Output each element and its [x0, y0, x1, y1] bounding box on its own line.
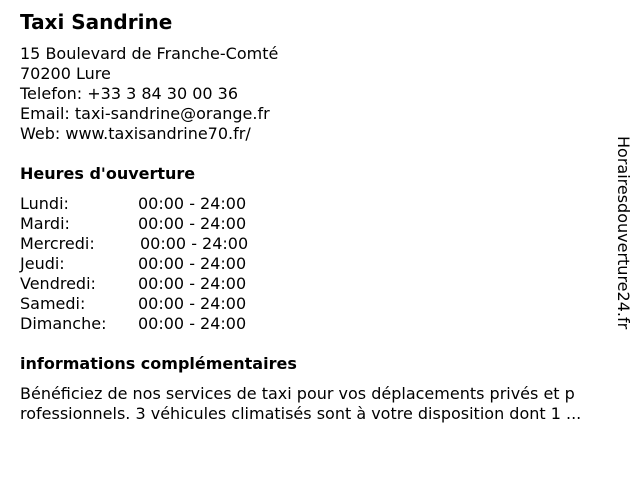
- hours-row-sunday: [20, 314, 280, 334]
- website-url: Web: www.taxisandrine70.fr/: [20, 124, 251, 143]
- hours-row-saturday: [20, 294, 280, 314]
- time-range: 00:00 - 24:00: [138, 314, 247, 333]
- phone-number: Telefon: +33 3 84 30 00 36: [20, 84, 239, 103]
- time-range: 00:00 - 24:00: [138, 274, 247, 293]
- business-name: Taxi Sandrine: [20, 10, 173, 34]
- postal-city: 70200 Lure: [20, 64, 111, 83]
- day-label: Mardi:: [20, 214, 70, 233]
- time-range: 00:00 - 24:00: [138, 214, 247, 233]
- day-label: Jeudi:: [20, 254, 65, 273]
- day-label: Mercredi:: [20, 234, 95, 253]
- opening-hours-table: [20, 194, 280, 334]
- hours-row-monday: [20, 194, 280, 214]
- contact-block: [20, 44, 278, 144]
- additional-info-heading: informations complémentaires: [20, 354, 297, 373]
- hours-row-thursday: [20, 254, 280, 274]
- day-label: Lundi:: [20, 194, 69, 213]
- description-line: rofessionnels. 3 véhicules climatisés sont à votre disposition dont 1 ...: [20, 404, 582, 423]
- site-watermark: Horairesdouverture24.fr: [614, 136, 633, 330]
- day-label: Samedi:: [20, 294, 86, 313]
- day-label: Dimanche:: [20, 314, 107, 333]
- time-range: 00:00 - 24:00: [138, 294, 247, 313]
- hours-row-friday: [20, 274, 280, 294]
- time-range: 00:00 - 24:00: [138, 254, 247, 273]
- street-address: 15 Boulevard de Franche-Comté: [20, 44, 279, 63]
- description-line: Bénéficiez de nos services de taxi pour vos déplacements privés et p: [20, 384, 575, 403]
- hours-row-tuesday: [20, 214, 280, 234]
- time-range: 00:00 - 24:00: [138, 194, 247, 213]
- hours-row-wednesday: [20, 234, 280, 254]
- business-description: [20, 384, 632, 424]
- time-range: 00:00 - 24:00: [140, 234, 249, 253]
- opening-hours-heading: Heures d'ouverture: [20, 164, 196, 183]
- email-address: Email: taxi-sandrine@orange.fr: [20, 104, 270, 123]
- day-label: Vendredi:: [20, 274, 96, 293]
